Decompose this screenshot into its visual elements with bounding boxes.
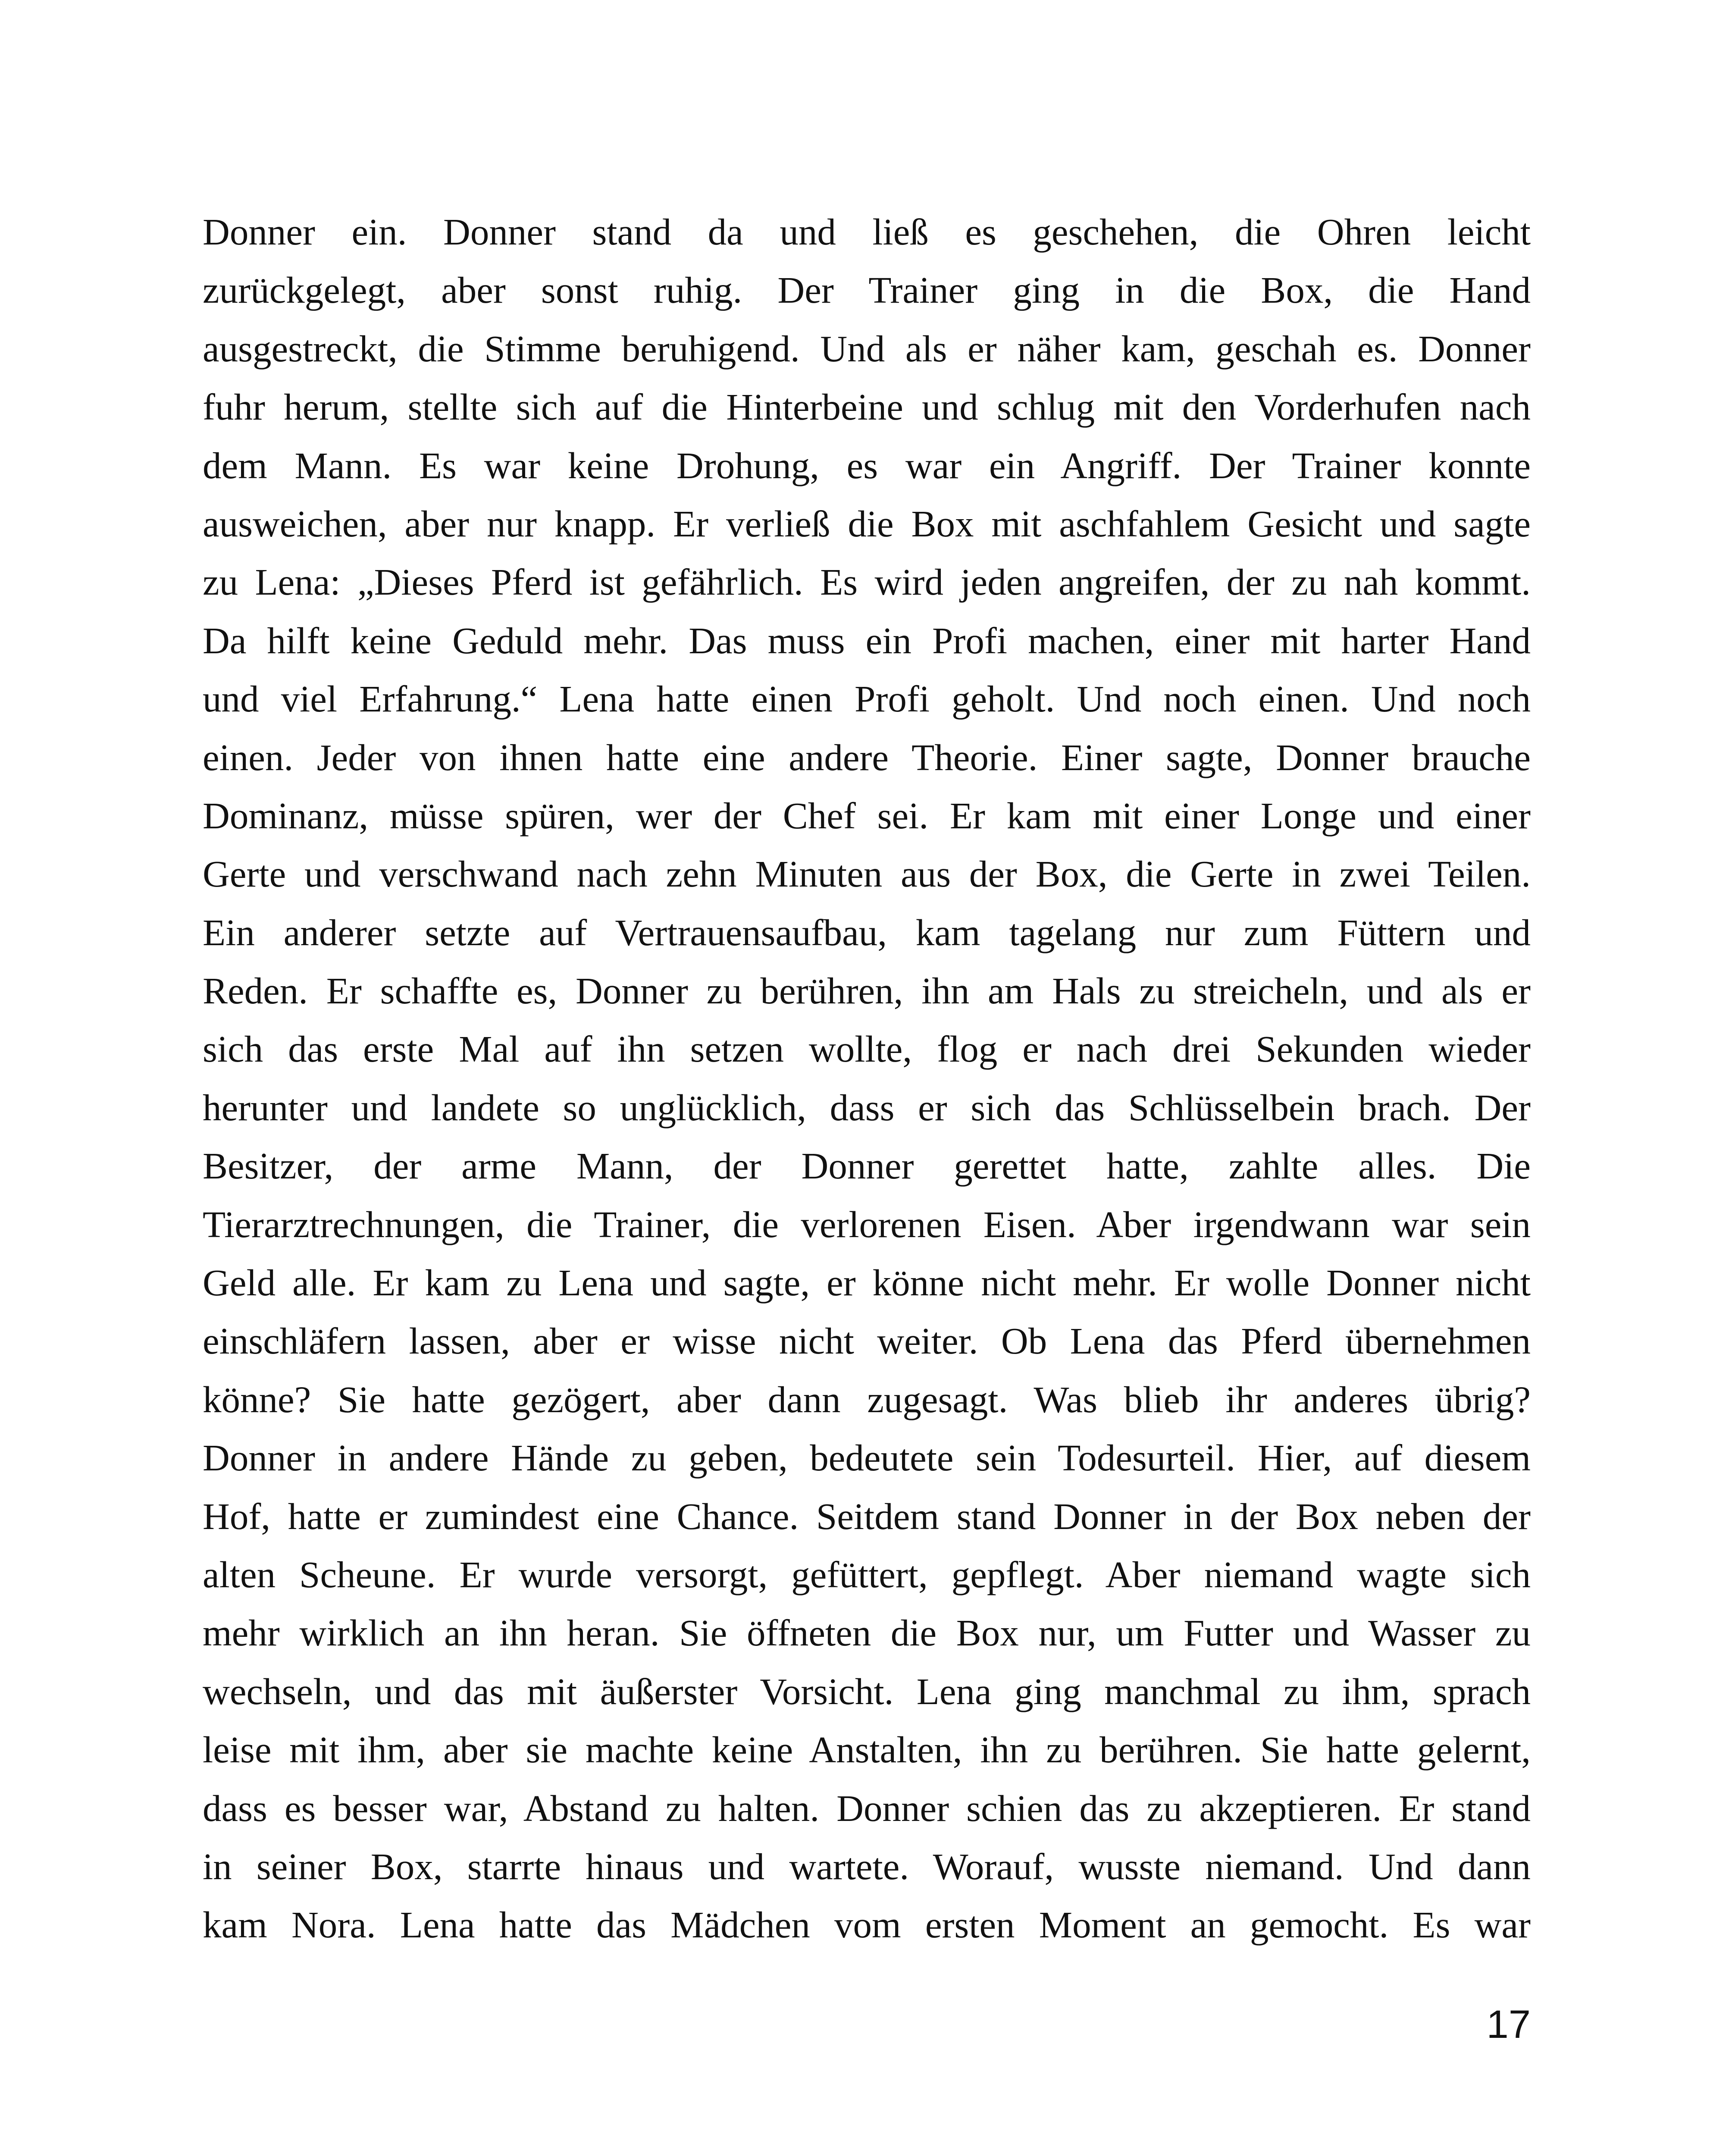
body-text bbox=[203, 203, 1531, 1954]
text-line: einschläfern lassen, aber er wisse nicht weiter. Ob Lena das Pferd übernehmen bbox=[203, 1320, 1531, 1362]
text-line: in seiner Box, starrte hinaus und wartete. Worauf, wusste niemand. Und dann bbox=[203, 1845, 1531, 1887]
text-line: ausweichen, aber nur knapp. Er verließ die Box mit aschfahlem Gesicht und sagte bbox=[203, 502, 1531, 545]
text-line: Dominanz, müsse spüren, wer der Chef sei. Er kam mit einer Longe und einer bbox=[203, 794, 1531, 837]
text-line: ausgestreckt, die Stimme beruhigend. Und als er näher kam, geschah es. Donner bbox=[203, 327, 1531, 370]
text-line: und viel Erfahrung.“ Lena hatte einen Profi geholt. Und noch einen. Und noch bbox=[203, 678, 1531, 720]
text-line: Hof, hatte er zumindest eine Chance. Seitdem stand Donner in der Box neben der bbox=[203, 1495, 1531, 1537]
text-line: kam Nora. Lena hatte das Mädchen vom ersten Moment an gemocht. Es war bbox=[203, 1904, 1531, 1946]
text-line: Donner in andere Hände zu geben, bedeutete sein Todesurteil. Hier, auf diesem bbox=[203, 1437, 1531, 1479]
text-line: Da hilft keine Geduld mehr. Das muss ein Profi machen, einer mit harter Hand bbox=[203, 619, 1531, 661]
text-line: fuhr herum, stellte sich auf die Hinterbeine und schlug mit den Vorderhufen nach bbox=[203, 386, 1531, 428]
text-line: sich das erste Mal auf ihn setzen wollte, flog er nach drei Sekunden wieder bbox=[203, 1028, 1531, 1070]
text-line: wechseln, und das mit äußerster Vorsicht. Lena ging manchmal zu ihm, sprach bbox=[203, 1670, 1531, 1712]
text-line: dem Mann. Es war keine Drohung, es war ein Angriff. Der Trainer konnte bbox=[203, 444, 1531, 486]
text-line: leise mit ihm, aber sie machte keine Anstalten, ihn zu berühren. Sie hatte gelernt, bbox=[203, 1729, 1531, 1771]
text-line: alten Scheune. Er wurde versorgt, gefüttert, gepflegt. Aber niemand wagte sich bbox=[203, 1553, 1531, 1595]
text-line: Donner ein. Donner stand da und ließ es geschehen, die Ohren leicht bbox=[203, 211, 1531, 253]
text-line: zurückgelegt, aber sonst ruhig. Der Trainer ging in die Box, die Hand bbox=[203, 269, 1531, 311]
text-line: Besitzer, der arme Mann, der Donner gerettet hatte, zahlte alles. Die bbox=[203, 1145, 1531, 1187]
text-line: könne? Sie hatte gezögert, aber dann zugesagt. Was blieb ihr anderes übrig? bbox=[203, 1378, 1531, 1420]
text-line: Ein anderer setzte auf Vertrauensaufbau, kam tagelang nur zum Füttern und bbox=[203, 911, 1531, 953]
text-line: Reden. Er schaffte es, Donner zu berühren, ihn am Hals zu streicheln, und als er bbox=[203, 970, 1531, 1012]
text-line: Geld alle. Er kam zu Lena und sagte, er könne nicht mehr. Er wolle Donner nicht bbox=[203, 1262, 1531, 1304]
text-line: herunter und landete so unglücklich, dass er sich das Schlüsselbein brach. Der bbox=[203, 1086, 1531, 1128]
text-line: mehr wirklich an ihn heran. Sie öffneten die Box nur, um Futter und Wasser zu bbox=[203, 1612, 1531, 1654]
page-number: 17 bbox=[1486, 2002, 1531, 2046]
text-line: zu Lena: „Dieses Pferd ist gefährlich. Es wird jeden angreifen, der zu nah kommt. bbox=[203, 561, 1531, 603]
text-line: Gerte und verschwand nach zehn Minuten aus der Box, die Gerte in zwei Teilen. bbox=[203, 853, 1531, 895]
text-line: Tierarztrechnungen, die Trainer, die verlorenen Eisen. Aber irgendwann war sein bbox=[203, 1203, 1531, 1245]
text-line: einen. Jeder von ihnen hatte eine andere Theorie. Einer sagte, Donner brauche bbox=[203, 736, 1531, 778]
text-line: dass es besser war, Abstand zu halten. Donner schien das zu akzeptieren. Er stand bbox=[203, 1787, 1531, 1829]
